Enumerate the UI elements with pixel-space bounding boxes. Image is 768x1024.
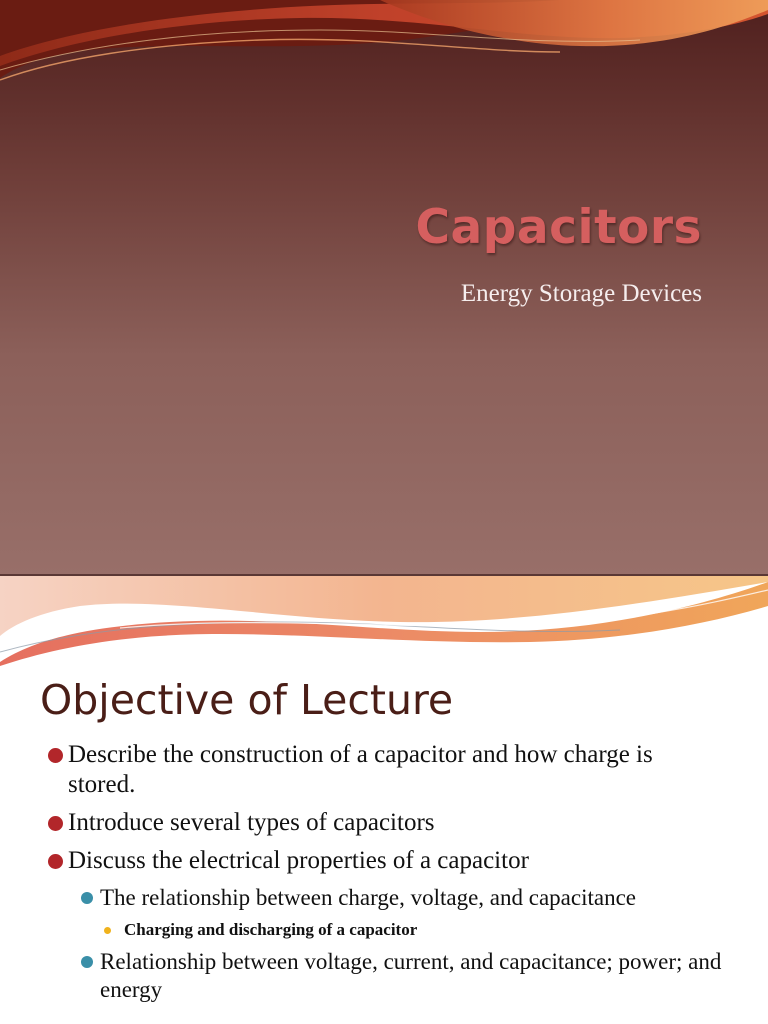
bullet-item [0,740,768,800]
bullet-text: Introduce several types of capacitors [68,809,435,836]
objectives-list [0,740,768,1010]
sub-bullet-item [0,948,768,1004]
sub-bullet-dot-icon [81,956,93,968]
decorative-wave-header [0,576,768,666]
bullet-dot-icon [48,816,63,831]
slide-heading: Objective of Lecture [40,676,454,724]
bullet-dot-icon [48,854,63,869]
decorative-wave-header [0,0,768,100]
bullet-text: The relationship between charge, voltage, and capacitance [100,885,636,910]
bullet-text: Describe the construction of a capacitor and how charge is stored. [68,741,653,798]
bullet-item [0,846,768,876]
slide-subtitle: Energy Storage Devices [460,280,702,307]
slide-title: Capacitors [415,200,702,255]
sub-sub-bullet-item [0,918,768,942]
objectives-slide [0,576,768,1024]
sub-bullet-item [0,884,768,912]
sub-sub-bullet-dot-icon [104,927,111,934]
bullet-text: Relationship between voltage, current, and capacitance; power; and energy [100,949,722,1002]
bullet-text: Charging and discharging of a capacitor [124,920,418,939]
bullet-dot-icon [48,748,63,763]
bullet-text: Discuss the electrical properties of a capacitor [68,847,529,874]
bullet-item [0,808,768,838]
sub-bullet-dot-icon [81,892,93,904]
